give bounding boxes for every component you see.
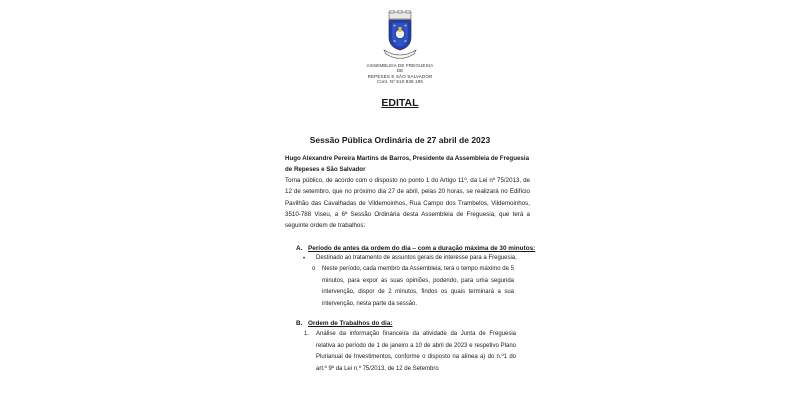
section-b-heading — [296, 320, 393, 327]
section-a-bullet: Destinado ao tratamento de assuntos gerais de interesse para a Freguesia, — [316, 255, 517, 261]
agenda-item-1: Análise da informação financeira da atividade da Junta de Freguesia relativa ao período de 1 de janeiro a 10 de abril de 2023 e respetivo Plano Plurianual de Investimentos, conforme o disposto na alínea a) do n.º1 do art.º 9º da Lei n.º 75/2013, de 12 de Setembro — [316, 331, 516, 372]
document-title: EDITAL — [381, 97, 419, 109]
section-a-heading — [296, 245, 535, 252]
signatory-heading: Hugo Alexandre Pereira Martins de Barros, Presidente da Assembleia de Freguesia de Repeses e São Salvador — [285, 155, 530, 174]
org-line-1: ASSEMBLEIA DE FREGUESIA — [366, 63, 434, 68]
item-1-number: 1. — [304, 331, 310, 337]
org-tax-number: Cont. Nº 510 838 185 — [376, 79, 424, 85]
intro-paragraph: Torna público, de acordo com o disposto no ponto 1 do Artigo 11º, da Lei nº 75/2013, de 12 de setembro, que no próximo dia 27 de abril, pelas 20 horas, se realizará no Edifício Pavilhão das Cavalhadas de Vildemoinhos, Rua Campo dos Trambelos, Vildemoinhos, 3510-788 Viseu, a 6ª Sessão Ordinária desta Assembleia de Freguesia, que terá a seguinte ordem de trabalhos: — [285, 177, 530, 230]
bullet-icon: • — [303, 256, 306, 262]
coat-of-arms-logo — [372, 10, 428, 60]
section-a-title: Período de antes da ordem do dia – com a duração máxima de 30 minutos: — [308, 245, 536, 252]
section-b-label: B. — [296, 320, 303, 327]
org-line-3: REPESES E SÃO SALVADOR — [367, 73, 433, 79]
section-b-title: Ordem de Trabalhos do dia: — [308, 320, 393, 327]
section-a-sub-item: Neste período, cada membro da Assembleia, terá o tempo máximo de 5 minutos, para expor as suas opiniões, podendo, para uma segunda intervenção, dispor de 2 minutos, findos os quais terminará a sua intervenção, nesta parte da sessão. — [322, 266, 514, 307]
organization-address — [340, 63, 460, 85]
section-a-label: A. — [296, 245, 303, 252]
circle-bullet-icon: o — [312, 266, 316, 272]
session-title: Sessão Pública Ordinária de 27 abril de 2023 — [309, 135, 491, 145]
org-line-2: DE — [396, 68, 404, 74]
